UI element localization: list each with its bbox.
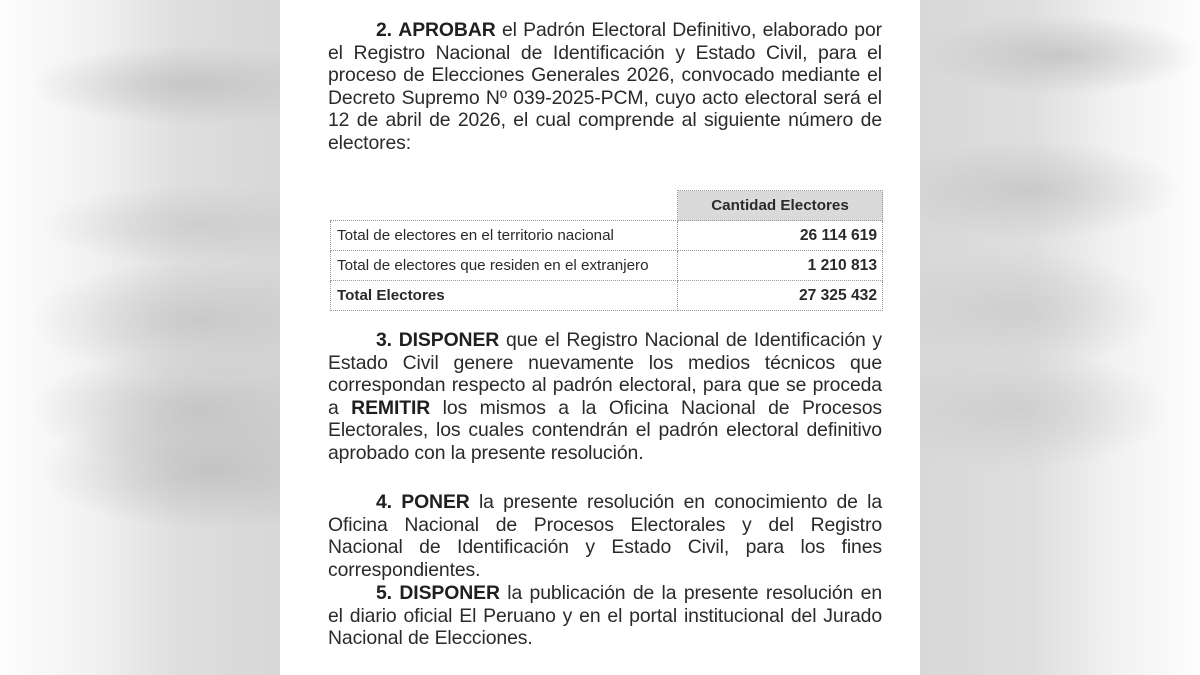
row-label: Total Electores: [331, 281, 678, 311]
row-value: 1 210 813: [678, 251, 883, 281]
article-4-number: 4.: [376, 491, 392, 513]
article-2-verb: APROBAR: [398, 19, 496, 41]
row-label: Total de electores que residen en el extranjero: [331, 251, 678, 281]
article-5: [328, 582, 882, 650]
article-4-text: la presente resolución en conocimiento de la Oficina Nacional de Procesos Electorales y del Registro Nacional de Identificación y Estado Civil, para los fines correspondientes.: [328, 491, 883, 581]
article-2: [328, 19, 882, 155]
article-4-verb: PONER: [401, 491, 470, 513]
table-header-row: [331, 191, 883, 221]
table-header-blank: [331, 191, 678, 221]
blurred-background-right: [920, 0, 1200, 675]
article-4: [328, 491, 882, 581]
row-value: 27 325 432: [678, 281, 883, 311]
article-5-verb: DISPONER: [399, 582, 500, 604]
article-3-text-after: los mismos a la Oficina Nacional de Procesos Electorales, los cuales contendrán el padrón electoral definitivo aprobado con la presente resolución.: [328, 396, 882, 464]
article-2-number: 2.: [376, 19, 392, 41]
row-value: 26 114 619: [678, 221, 883, 251]
article-5-number: 5.: [376, 582, 392, 604]
electors-table: [330, 190, 883, 311]
row-label: Total de electores en el territorio nacional: [331, 221, 678, 251]
table-column-header: Cantidad Electores: [678, 191, 883, 221]
article-3-verb: DISPONER: [398, 329, 500, 351]
table-total-row: [331, 281, 883, 311]
document-page: [280, 0, 920, 675]
article-5-text: la publicación de la presente resolución en el diario oficial El Peruano y en el portal institucional del Jurado Nacional de Elecciones.: [328, 582, 882, 650]
blurred-background-left: [0, 0, 300, 675]
table-row: [331, 221, 883, 251]
article-2-text: el Padrón Electoral Definitivo, elaborado por el Registro Nacional de Identificación y Estado Civil, para el proceso de Elecciones Generales 2026, convocado mediante el Decreto Supremo Nº 039-2025-PCM, cuyo acto electoral será el 12 de abril de 2026, el cual comprende al siguiente número de electores:: [328, 19, 882, 154]
article-3-emphasis: REMITIR: [351, 396, 431, 419]
table-row: [331, 251, 883, 281]
article-3-number: 3.: [376, 329, 392, 351]
article-3-text-before: que el Registro Nacional de Identificación y Estado Civil genere nuevamente los medios técnicos que correspondan respecto al padrón electoral, para que se proceda a: [328, 329, 882, 419]
article-3: [328, 329, 882, 465]
